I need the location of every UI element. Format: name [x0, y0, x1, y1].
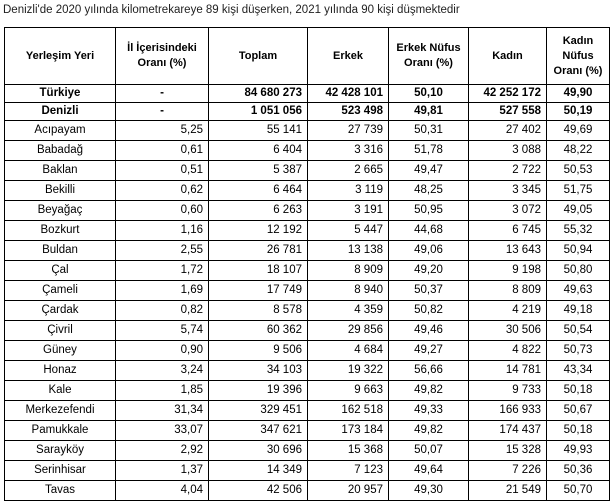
cell-place: Babadağ: [5, 141, 116, 161]
table-row: [5, 103, 610, 121]
cell-male-ratio: 49,30: [389, 481, 469, 501]
cell-place: Serinhisar: [5, 461, 116, 481]
cell-female-ratio: 48,22: [547, 141, 610, 161]
cell-total: 6 464: [209, 181, 308, 201]
cell-male: 3 191: [308, 201, 389, 221]
cell-share: 1,69: [116, 281, 209, 301]
cell-male-ratio: 49,82: [389, 421, 469, 441]
cell-male-ratio: 49,64: [389, 461, 469, 481]
cell-male-ratio: 50,37: [389, 281, 469, 301]
cell-share: 1,16: [116, 221, 209, 241]
cell-female: 3 088: [469, 141, 547, 161]
cell-male: 4 359: [308, 301, 389, 321]
cell-male: 9 663: [308, 381, 389, 401]
cell-share: -: [116, 103, 209, 121]
header-female: Kadın: [469, 28, 547, 85]
cell-total: 60 362: [209, 321, 308, 341]
table-row: [5, 361, 610, 381]
cell-female-ratio: 50,54: [547, 321, 610, 341]
cell-female-ratio: 51,75: [547, 181, 610, 201]
header-total: Toplam: [209, 28, 308, 85]
cell-female-ratio: 50,70: [547, 481, 610, 501]
cell-female-ratio: 43,34: [547, 361, 610, 381]
cell-total: 17 749: [209, 281, 308, 301]
cell-female-ratio: 50,19: [547, 103, 610, 121]
cell-male-ratio: 49,47: [389, 161, 469, 181]
table-row: [5, 261, 610, 281]
cell-male: 8 940: [308, 281, 389, 301]
cell-female: 6 745: [469, 221, 547, 241]
cell-total: 9 506: [209, 341, 308, 361]
cell-total: 34 103: [209, 361, 308, 381]
table-caption: Denizli'de 2020 yılında kilometrekareye 89 kişi düşerken, 2021 yılında 90 kişi düşmektedir: [3, 4, 460, 16]
cell-male: 29 856: [308, 321, 389, 341]
table-row: [5, 441, 610, 461]
cell-male: 42 428 101: [308, 85, 389, 103]
cell-female: 27 402: [469, 121, 547, 141]
table-row: [5, 461, 610, 481]
cell-female: 2 722: [469, 161, 547, 181]
cell-total: 84 680 273: [209, 85, 308, 103]
cell-place: Beyağaç: [5, 201, 116, 221]
table-row: [5, 221, 610, 241]
cell-place: Türkiye: [5, 85, 116, 103]
cell-total: 18 107: [209, 261, 308, 281]
cell-male-ratio: 50,95: [389, 201, 469, 221]
cell-male: 162 518: [308, 401, 389, 421]
header-male: Erkek: [308, 28, 389, 85]
cell-place: Güney: [5, 341, 116, 361]
table-body: [5, 85, 610, 501]
cell-total: 347 621: [209, 421, 308, 441]
cell-male: 4 684: [308, 341, 389, 361]
cell-female-ratio: 49,63: [547, 281, 610, 301]
cell-female: 527 558: [469, 103, 547, 121]
cell-place: Bozkurt: [5, 221, 116, 241]
cell-male-ratio: 50,07: [389, 441, 469, 461]
table-row: [5, 161, 610, 181]
cell-place: Buldan: [5, 241, 116, 261]
cell-place: Acıpayam: [5, 121, 116, 141]
table-row: [5, 301, 610, 321]
cell-share: 0,90: [116, 341, 209, 361]
cell-female: 3 345: [469, 181, 547, 201]
cell-share: 4,04: [116, 481, 209, 501]
cell-share: 5,25: [116, 121, 209, 141]
cell-female: 7 226: [469, 461, 547, 481]
cell-share: 31,34: [116, 401, 209, 421]
cell-share: 3,24: [116, 361, 209, 381]
cell-male: 523 498: [308, 103, 389, 121]
header-row: [5, 28, 610, 85]
cell-place: Denizli: [5, 103, 116, 121]
header-female-ratio: Kadın Nüfus Oranı (%): [547, 28, 610, 85]
cell-male: 27 739: [308, 121, 389, 141]
cell-total: 12 192: [209, 221, 308, 241]
cell-male-ratio: 44,68: [389, 221, 469, 241]
cell-female-ratio: 55,32: [547, 221, 610, 241]
table-row: [5, 141, 610, 161]
cell-female: 174 437: [469, 421, 547, 441]
cell-male: 5 447: [308, 221, 389, 241]
cell-male-ratio: 49,20: [389, 261, 469, 281]
cell-place: Çivril: [5, 321, 116, 341]
cell-place: Baklan: [5, 161, 116, 181]
cell-male: 2 665: [308, 161, 389, 181]
cell-female-ratio: 50,36: [547, 461, 610, 481]
header-place: Yerleşim Yeri: [5, 28, 116, 85]
table-row: [5, 181, 610, 201]
table-row: [5, 421, 610, 441]
cell-male-ratio: 50,31: [389, 121, 469, 141]
cell-female: 4 822: [469, 341, 547, 361]
cell-male-ratio: 49,46: [389, 321, 469, 341]
cell-share: 0,61: [116, 141, 209, 161]
table-row: [5, 121, 610, 141]
cell-share: 2,55: [116, 241, 209, 261]
cell-total: 1 051 056: [209, 103, 308, 121]
cell-male: 3 316: [308, 141, 389, 161]
cell-female-ratio: 50,67: [547, 401, 610, 421]
table-row: [5, 381, 610, 401]
table-header: [5, 28, 610, 85]
cell-female: 4 219: [469, 301, 547, 321]
cell-female-ratio: 49,93: [547, 441, 610, 461]
cell-male: 19 322: [308, 361, 389, 381]
cell-total: 8 578: [209, 301, 308, 321]
cell-total: 55 141: [209, 121, 308, 141]
cell-male: 8 909: [308, 261, 389, 281]
cell-female-ratio: 50,73: [547, 341, 610, 361]
cell-male-ratio: 49,06: [389, 241, 469, 261]
cell-male: 20 957: [308, 481, 389, 501]
cell-male-ratio: 50,10: [389, 85, 469, 103]
cell-share: -: [116, 85, 209, 103]
table-row: [5, 281, 610, 301]
cell-female: 21 549: [469, 481, 547, 501]
cell-male: 3 119: [308, 181, 389, 201]
cell-male: 13 138: [308, 241, 389, 261]
cell-share: 1,85: [116, 381, 209, 401]
cell-male: 7 123: [308, 461, 389, 481]
cell-place: Bekilli: [5, 181, 116, 201]
cell-share: 33,07: [116, 421, 209, 441]
cell-share: 2,92: [116, 441, 209, 461]
cell-share: 0,62: [116, 181, 209, 201]
cell-female-ratio: 49,69: [547, 121, 610, 141]
cell-female-ratio: 49,90: [547, 85, 610, 103]
cell-male-ratio: 49,33: [389, 401, 469, 421]
cell-female: 30 506: [469, 321, 547, 341]
table-row: [5, 321, 610, 341]
cell-female-ratio: 49,18: [547, 301, 610, 321]
cell-female-ratio: 49,05: [547, 201, 610, 221]
cell-female: 13 643: [469, 241, 547, 261]
population-table: [4, 27, 610, 501]
cell-total: 5 387: [209, 161, 308, 181]
cell-total: 6 404: [209, 141, 308, 161]
header-male-ratio: Erkek Nüfus Oranı (%): [389, 28, 469, 85]
cell-place: Kale: [5, 381, 116, 401]
table-row: [5, 201, 610, 221]
cell-male: 15 368: [308, 441, 389, 461]
cell-total: 14 349: [209, 461, 308, 481]
cell-male-ratio: 50,82: [389, 301, 469, 321]
table-row: [5, 241, 610, 261]
cell-male: 173 184: [308, 421, 389, 441]
cell-female: 15 328: [469, 441, 547, 461]
cell-male-ratio: 51,78: [389, 141, 469, 161]
cell-male-ratio: 49,82: [389, 381, 469, 401]
cell-male-ratio: 56,66: [389, 361, 469, 381]
cell-male-ratio: 49,27: [389, 341, 469, 361]
cell-place: Çameli: [5, 281, 116, 301]
cell-female: 14 781: [469, 361, 547, 381]
cell-total: 42 506: [209, 481, 308, 501]
cell-share: 0,51: [116, 161, 209, 181]
cell-female: 42 252 172: [469, 85, 547, 103]
cell-share: 5,74: [116, 321, 209, 341]
cell-place: Honaz: [5, 361, 116, 381]
cell-share: 0,82: [116, 301, 209, 321]
cell-place: Çal: [5, 261, 116, 281]
cell-female-ratio: 50,80: [547, 261, 610, 281]
cell-share: 1,37: [116, 461, 209, 481]
cell-female-ratio: 50,18: [547, 381, 610, 401]
cell-total: 6 263: [209, 201, 308, 221]
table-row: [5, 341, 610, 361]
cell-female-ratio: 50,94: [547, 241, 610, 261]
cell-female: 166 933: [469, 401, 547, 421]
cell-female: 8 809: [469, 281, 547, 301]
cell-place: Tavas: [5, 481, 116, 501]
cell-place: Çardak: [5, 301, 116, 321]
cell-total: 19 396: [209, 381, 308, 401]
cell-female: 9 733: [469, 381, 547, 401]
cell-share: 1,72: [116, 261, 209, 281]
cell-place: Merkezefendi: [5, 401, 116, 421]
cell-total: 30 696: [209, 441, 308, 461]
cell-total: 26 781: [209, 241, 308, 261]
header-share: İl İçerisindeki Oranı (%): [116, 28, 209, 85]
cell-female-ratio: 50,53: [547, 161, 610, 181]
cell-female: 9 198: [469, 261, 547, 281]
table-row: [5, 85, 610, 103]
cell-place: Sarayköy: [5, 441, 116, 461]
cell-female-ratio: 50,18: [547, 421, 610, 441]
cell-female: 3 072: [469, 201, 547, 221]
table-row: [5, 481, 610, 501]
cell-share: 0,60: [116, 201, 209, 221]
table-row: [5, 401, 610, 421]
cell-total: 329 451: [209, 401, 308, 421]
cell-male-ratio: 49,81: [389, 103, 469, 121]
cell-place: Pamukkale: [5, 421, 116, 441]
cell-male-ratio: 48,25: [389, 181, 469, 201]
